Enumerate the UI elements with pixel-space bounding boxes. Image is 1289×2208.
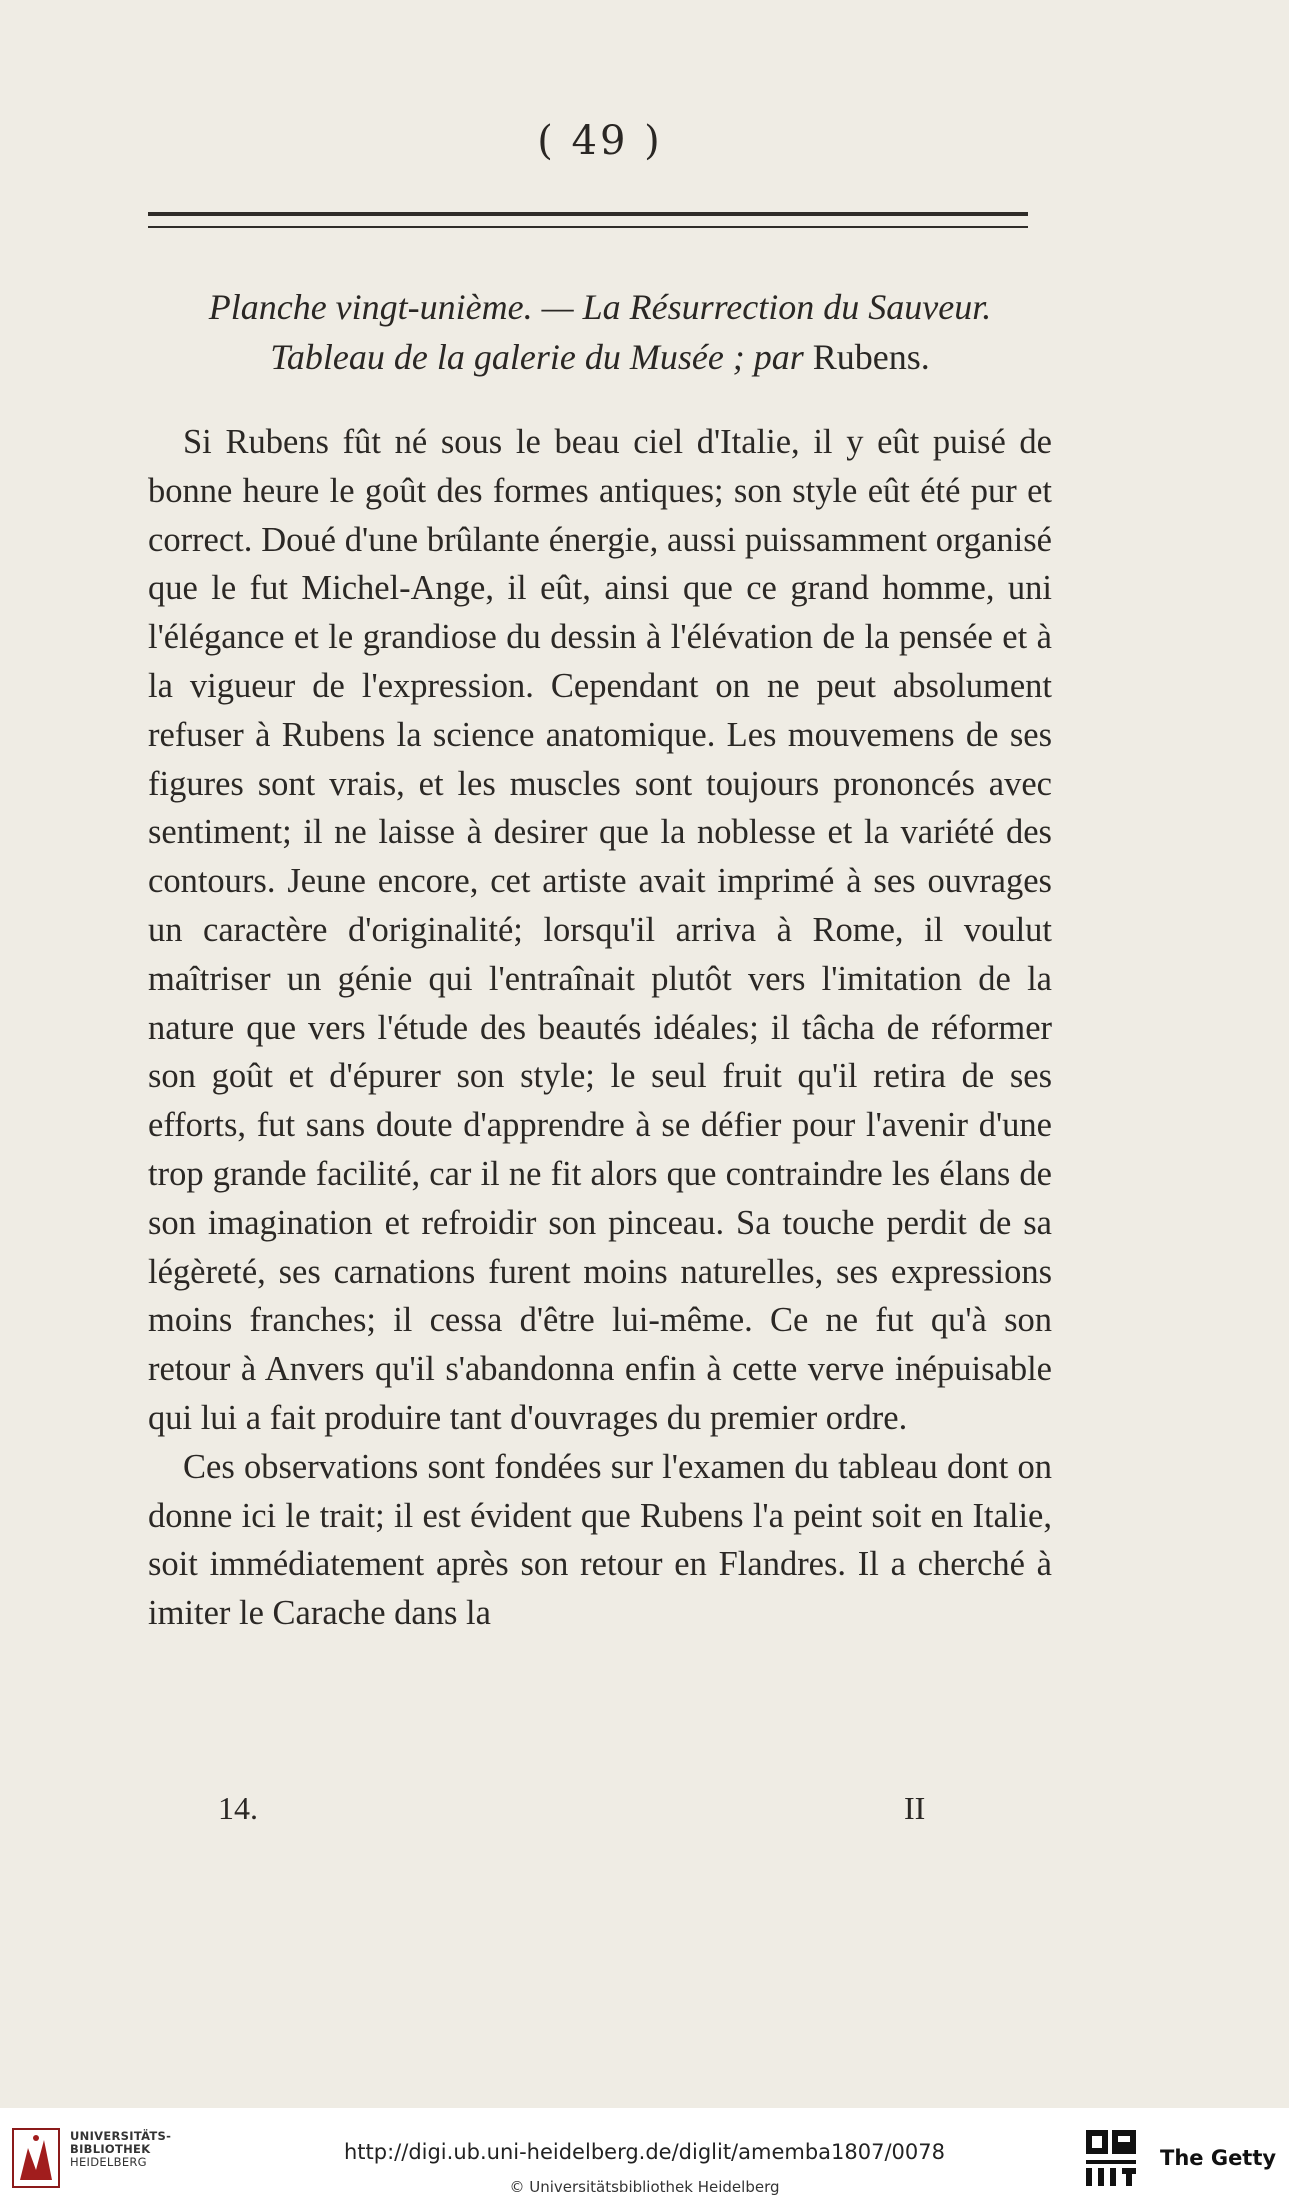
library-line-2: BIBLIOTHEK	[70, 2142, 151, 2156]
plate-title-line-1: Planche vingt-unième. — La Résurrection du Sauveur.	[208, 287, 992, 327]
paragraph-1: Si Rubens fût né sous le beau ciel d'Italie, il y eût puisé de bonne heure le goût des formes antiques; son style eût été pur et correct. Doué d'une brûlante énergie, aussi puissamment organisé que le fut Michel-Ange, il eût, ainsi que ce grand homme, uni l'élégance et le grandiose du dessin à l'élévation de la pensée et à la vigueur de l'expression. Cependant on ne peut absolument refuser à Rubens la science anatomique. Les mouvemens de ses figures sont vrais, et les muscles sont toujours prononcés avec sentiment; il ne laisse à desirer que la noblesse et la variété des contours. Jeune encore, cet artiste avait imprimé à ses ouvrages un caractère d'originalité; lorsqu'il arriva à Rome, il voulut maîtriser un génie qui l'entraînait plutôt vers l'imitation de la nature que vers l'étude des beautés idéales; il tâcha de réformer son goût et d'épurer son style; le seul fruit qu'il retira de ses efforts, fut sans doute d'apprendre à se défier pour l'avenir d'une trop grande facilité, car il ne fit alors que contraindre les élans de son imagination et refroidir son pinceau. Sa touche perdit de sa légèreté, ses carnations furent moins naturelles, ses expressions moins franches; il cessa d'être lui-même. Ce ne fut qu'à son retour à Anvers qu'il s'abandonna enfin à cette verve inépuisable qui lui a fait produire tant d'ouvrages du premier ordre.	[148, 423, 1052, 1437]
plate-title-caption: Tableau de la galerie du Musée ; par	[270, 337, 813, 377]
signature-mark-left: 14.	[218, 1790, 258, 1826]
library-line-1: UNIVERSITÄTS-	[70, 2129, 172, 2143]
sponsor-name: The Getty	[1160, 2146, 1277, 2170]
copyright-notice: © Universitätsbibliothek Heidelberg	[509, 2178, 780, 2196]
body-text	[148, 418, 1052, 1638]
paragraph-2: Ces observations sont fondées sur l'examen du tableau dont on donne ici le trait; il est évident que Rubens l'a peint soit en Italie, soit immédiatement après son retour en Flandres. Il a cherché à imiter le Carache dans la	[148, 1447, 1052, 1633]
header-rule-thin	[148, 226, 1028, 228]
library-line-3: HEIDELBERG	[70, 2155, 147, 2169]
header-rule-thick	[148, 212, 1028, 216]
page-number: ( 49 )	[537, 118, 663, 164]
permalink-url[interactable]: http://digi.ub.uni-heidelberg.de/diglit/amemba1807/0078	[343, 2140, 945, 2164]
signature-mark-right: II	[904, 1790, 926, 1826]
plate-title-artist: Rubens.	[812, 337, 930, 377]
plate-title-line-2	[0, 336, 1200, 378]
getty-logo-icon	[1084, 2128, 1138, 2188]
